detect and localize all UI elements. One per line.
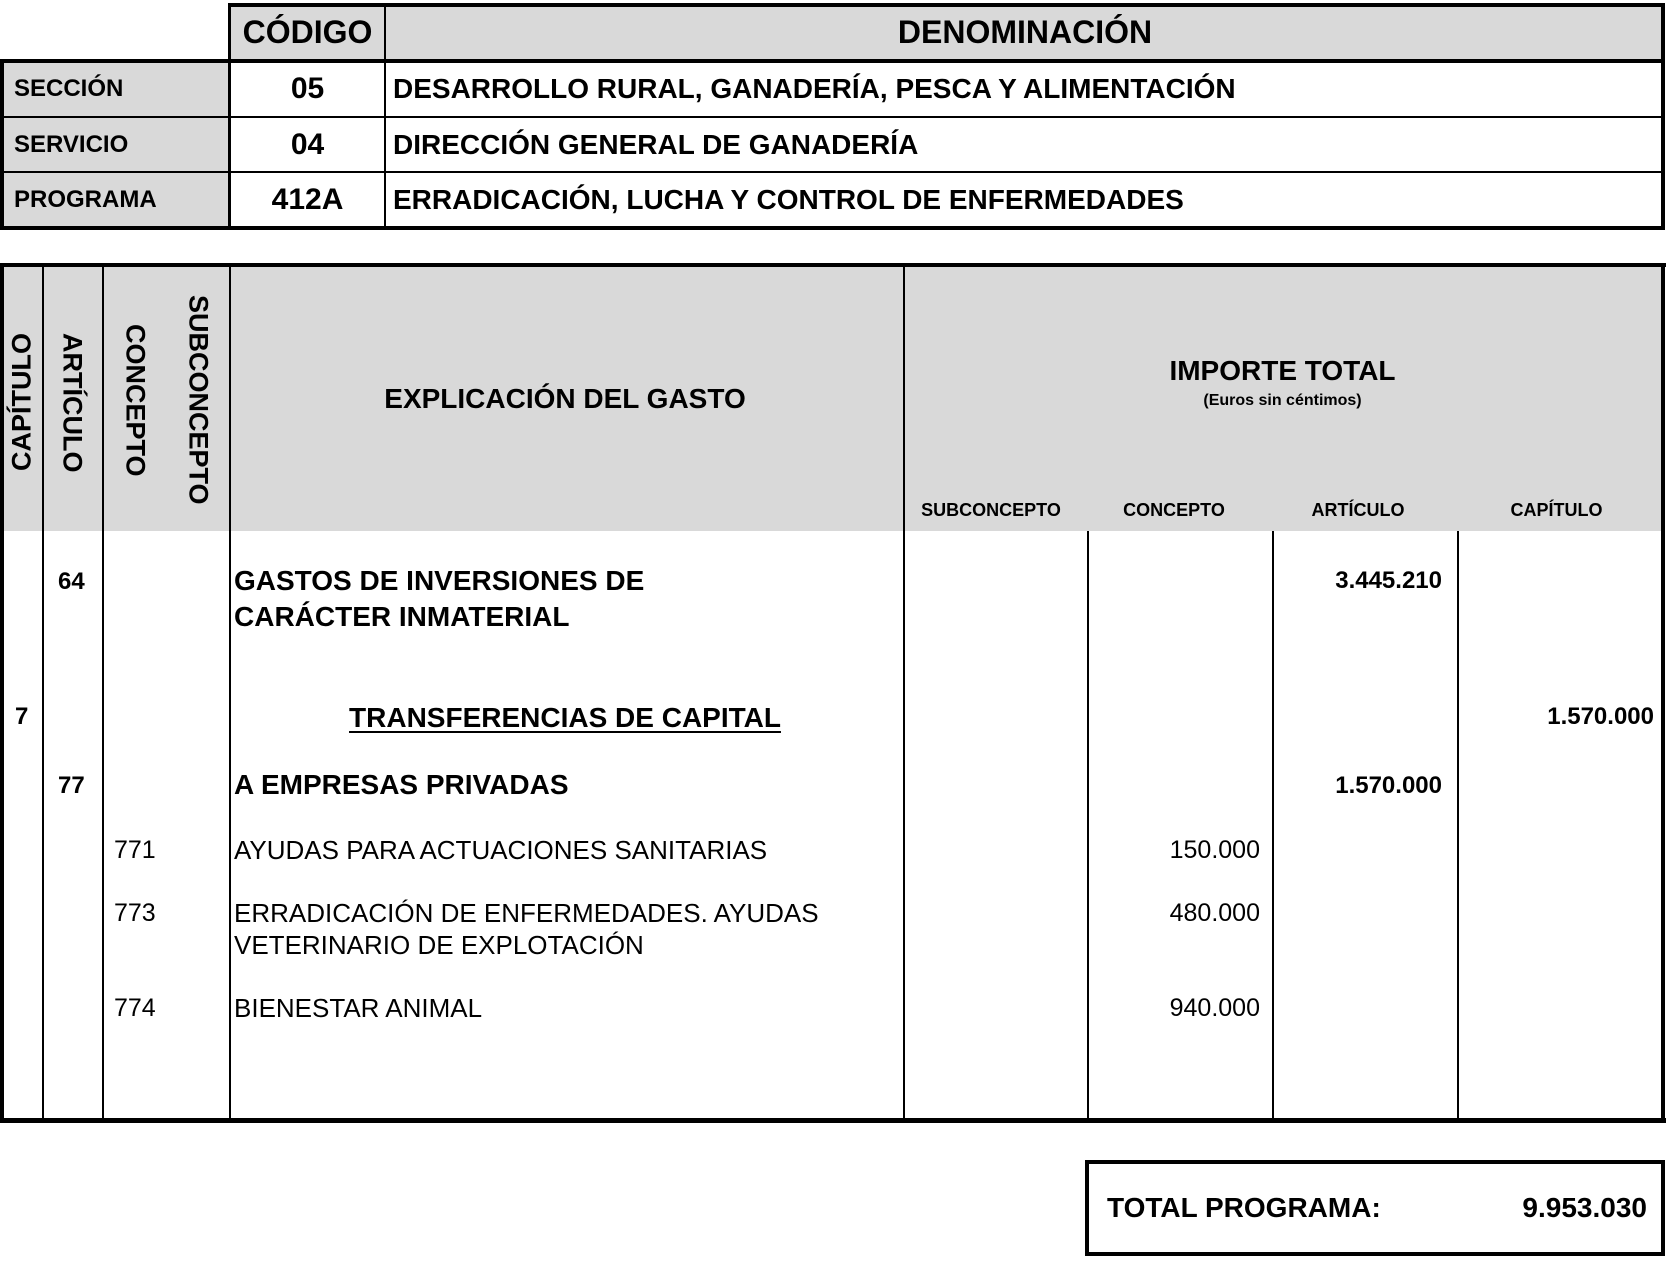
seccion-label: SECCIÓN: [14, 74, 124, 102]
border: [0, 116, 1665, 118]
row-explicacion: A EMPRESAS PRIVADAS: [234, 769, 569, 800]
denominacion-header: DENOMINACIÓN: [897, 14, 1153, 50]
row-explicacion: AYUDAS PARA ACTUACIONES SANITARIAS: [234, 835, 768, 865]
row-capitulo-code: 7: [15, 703, 29, 730]
border: [0, 263, 1666, 267]
explicacion-header: EXPLICACIÓN DEL GASTO: [384, 382, 746, 414]
border: [384, 3, 386, 230]
row-concepto-code: 774: [114, 994, 156, 1022]
total-value: 9.953.030: [1522, 1192, 1647, 1223]
row-explicacion: [230, 700, 900, 736]
border: [0, 59, 1665, 63]
row-explicacion-line1: ERRADICACIÓN DE ENFERMEDADES. AYUDAS: [234, 898, 819, 928]
row-concepto-code: 771: [114, 836, 156, 864]
concepto-header: CONCEPTO: [120, 324, 151, 477]
border: [1457, 531, 1459, 1121]
amount-col-articulo: ARTÍCULO: [1311, 500, 1405, 520]
subconcepto-header: SUBCONCEPTO: [183, 295, 214, 505]
border: [1661, 3, 1665, 230]
row-amount-capitulo: 1.570.000: [1547, 703, 1654, 730]
border: [42, 266, 44, 1121]
codigo-header: CÓDIGO: [242, 14, 373, 50]
capitulo-header: CAPÍTULO: [6, 333, 37, 472]
total-programa-box: [1085, 1160, 1665, 1256]
programa-code: 412A: [271, 183, 344, 216]
border: [0, 263, 4, 1123]
border: [1661, 263, 1665, 1123]
row-amount-concepto: 480.000: [1169, 899, 1260, 927]
row-amount-concepto: 150.000: [1169, 836, 1260, 864]
row-explicacion-text: TRANSFERENCIAS DE CAPITAL: [349, 702, 781, 733]
row-articulo-code: 64: [58, 568, 85, 595]
border: [102, 266, 104, 1121]
importe-units-note: (Euros sin céntimos): [1203, 392, 1362, 409]
row-amount-concepto: 940.000: [1169, 994, 1260, 1022]
border: [1272, 531, 1274, 1121]
amount-col-capitulo: CAPÍTULO: [1510, 500, 1603, 520]
articulo-header: ARTÍCULO: [57, 332, 88, 473]
servicio-denominacion: DIRECCIÓN GENERAL DE GANADERÍA: [393, 128, 919, 160]
border: [0, 59, 4, 230]
total-label: TOTAL PROGRAMA:: [1107, 1192, 1381, 1223]
border: [0, 226, 1665, 230]
row-explicacion: BIENESTAR ANIMAL: [234, 993, 483, 1023]
border: [0, 171, 1665, 173]
row-articulo-code: 77: [58, 772, 85, 799]
border: [0, 1118, 1666, 1123]
programa-label: PROGRAMA: [14, 186, 157, 213]
servicio-code: 04: [290, 127, 325, 161]
seccion-denominacion: DESARROLLO RURAL, GANADERÍA, PESCA Y ALIMENTACIÓN: [393, 72, 1236, 104]
border: [228, 3, 231, 230]
row-amount-articulo: 3.445.210: [1335, 567, 1442, 594]
border: [1087, 531, 1089, 1121]
importe-total-header: IMPORTE TOTAL: [1169, 355, 1396, 386]
row-concepto-code: 773: [114, 899, 156, 927]
amount-col-concepto: CONCEPTO: [1123, 500, 1225, 520]
amount-col-subconcepto: SUBCONCEPTO: [921, 500, 1061, 520]
servicio-label: SERVICIO: [14, 130, 129, 158]
border: [229, 266, 231, 1121]
programa-denominacion: ERRADICACIÓN, LUCHA Y CONTROL DE ENFERMEDADES: [393, 184, 1184, 215]
border: [903, 266, 905, 1121]
row-amount-articulo: 1.570.000: [1335, 772, 1442, 799]
border: [228, 3, 1665, 7]
seccion-code: 05: [290, 71, 325, 105]
row-explicacion: GASTOS DE INVERSIONES DE CARÁCTER INMATERIAL: [234, 565, 645, 632]
row-explicacion-line2: VETERINARIO DE EXPLOTACIÓN: [234, 930, 644, 960]
